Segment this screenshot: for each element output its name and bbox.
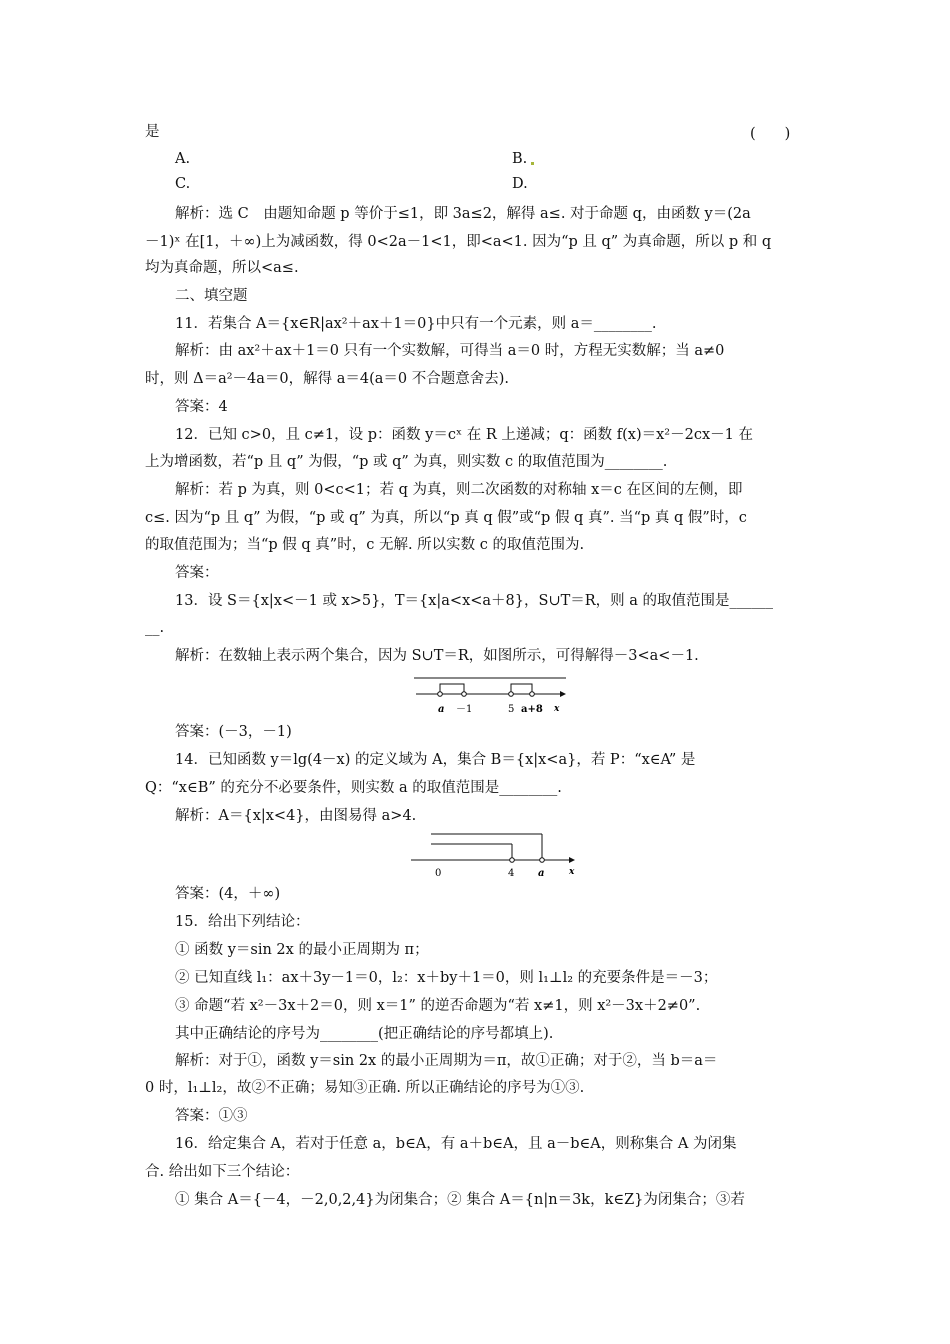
q10-solution-line-2: －1)ˣ 在[1，＋∞)上为减函数，得 0<2a－1<1，即<a<1. 因为“p 且 q” 为真命题，所以 p 和 q xyxy=(145,234,772,250)
q11-answer: 答案：4 xyxy=(175,399,228,415)
q14-label-a: a xyxy=(538,868,545,879)
q13-label-5: 5 xyxy=(508,704,515,715)
q14-label-x: x xyxy=(569,867,575,877)
q14-solution-line-1: 解析：A＝{x|x<4}，由图易得 a>4. xyxy=(175,808,417,824)
q13-label-minus-1: －1 xyxy=(456,704,473,715)
q13-axis-arrow-icon xyxy=(560,691,566,697)
q14-stem-line-2: Q：“x∈B” 的充分不必要条件，则实数 a 的取值范围是________. xyxy=(145,780,562,796)
q13-label-a: a xyxy=(438,704,445,715)
q10-answer-parentheses: ( ) xyxy=(750,126,791,142)
q12-answer: 答案： xyxy=(175,565,219,581)
q14-number-line-svg xyxy=(407,830,582,880)
q14-point-a xyxy=(540,858,545,863)
q15-item-2: ② 已知直线 l₁：ax＋3y－1＝0，l₂：x＋by＋1＝0，则 l₁⊥l₂ 的充要条件是＝－3； xyxy=(175,970,718,986)
q13-stem-line-2: __. xyxy=(145,620,165,636)
q14-label-0: 0 xyxy=(435,868,442,879)
q13-solution-line-1: 解析：在数轴上表示两个集合，因为 S∪T＝R，如图所示，可得解得－3<a<－1. xyxy=(175,648,699,664)
q15-solution-line-2: 0 时，l₁⊥l₂，故②不正确；易知③正确. 所以正确结论的序号为①③. xyxy=(145,1080,585,1096)
q11-solution-line-2: 时，则 Δ＝a²－4a＝0，解得 a＝4(a＝0 不合题意舍去). xyxy=(145,371,510,387)
q14-axis-arrow-icon xyxy=(569,857,575,863)
q11-solution-line-1: 解析：由 ax²＋ax＋1＝0 只有一个实数解，可得当 a＝0 时，方程无实数解；当 a≠0 xyxy=(175,343,725,359)
q14-number-line-figure xyxy=(407,830,582,884)
q13-answer: 答案：(－3，－1) xyxy=(175,724,292,740)
q10-stem-end: 是 xyxy=(145,124,160,140)
q14-stem-line-1: 14．已知函数 y＝lg(4－x) 的定义域为 A，集合 B＝{x|x<a}，若 P：“x∈A” 是 xyxy=(175,752,696,768)
q12-solution-line-3: 的取值范围为；当“p 假 q 真”时，c 无解. 所以实数 c 的取值范围为. xyxy=(145,537,585,553)
q12-solution-line-1: 解析：若 p 为真，则 0<c<1；若 q 为真，则二次函数的对称轴 x＝c 在区间的左侧，即 xyxy=(175,482,743,498)
q10-option-d: D. xyxy=(512,176,528,192)
green-speck-icon xyxy=(531,162,534,165)
section-title: 二、填空题 xyxy=(175,288,248,304)
q13-number-line-svg xyxy=(410,672,570,718)
q13-point-5 xyxy=(509,692,514,697)
q12-stem-line-1: 12．已知 c>0，且 c≠1，设 p：函数 y＝cˣ 在 R 上递减；q：函数 f(x)＝x²－2cx－1 在 xyxy=(175,427,753,443)
q10-solution-line-3: 均为真命题，所以<a≤. xyxy=(145,260,299,276)
q13-label-x: x xyxy=(554,704,560,714)
q13-point-a xyxy=(438,692,443,697)
q16-stem-line-2: 合. 给出如下三个结论： xyxy=(145,1164,300,1180)
q13-bracket-s-left xyxy=(440,684,464,694)
q10-solution-line-1: 解析：选 C 由题知命题 p 等价于≤1，即 3a≤2，解得 a≤. 对于命题 q，由函数 y＝(2a xyxy=(175,206,751,222)
q13-point-minus-1 xyxy=(462,692,467,697)
q14-answer: 答案：(4，＋∞) xyxy=(175,886,281,902)
q15-stem: 15．给出下列结论： xyxy=(175,914,310,930)
q13-point-a-plus-8 xyxy=(530,692,535,697)
q12-stem-line-2: 上为增函数，若“p 且 q” 为假，“p 或 q” 为真，则实数 c 的取值范围为________. xyxy=(145,454,668,470)
q12-solution-line-2: c≤. 因为“p 且 q” 为假，“p 或 q” 为真，所以“p 真 q 假”或“p 假 q 真”. 当“p 真 q 假”时，c xyxy=(145,510,747,526)
q13-number-line-figure xyxy=(410,672,570,722)
q10-option-c: C. xyxy=(175,176,191,192)
q15-item-3: ③ 命题“若 x²－3x＋2＝0，则 x＝1” 的逆否命题为“若 x≠1，则 x²－3x＋2≠0”. xyxy=(175,998,701,1014)
q14-label-4: 4 xyxy=(508,868,515,879)
q13-stem-line-1: 13．设 S＝{x|x<－1 或 x>5}，T＝{x|a<x<a＋8}，S∪T＝R，则 a 的取值范围是______ xyxy=(175,593,774,609)
q15-answer: 答案：①③ xyxy=(175,1108,248,1124)
q15-item-1: ① 函数 y＝sin 2x 的最小正周期为 π； xyxy=(175,942,429,958)
q11-stem: 11．若集合 A＝{x∈R|ax²＋ax＋1＝0}中只有一个元素，则 a＝________. xyxy=(175,316,657,332)
q16-stem-line-1: 16．给定集合 A，若对于任意 a，b∈A，有 a＋b∈A，且 a－b∈A，则称集合 A 为闭集 xyxy=(175,1136,737,1152)
q10-option-b: B. xyxy=(512,151,534,167)
q15-prompt: 其中正确结论的序号为________(把正确结论的序号都填上). xyxy=(175,1026,554,1042)
q13-label-a-plus-8: a+8 xyxy=(521,704,543,715)
q16-stem-line-3: ① 集合 A＝{－4，－2,0,2,4}为闭集合；② 集合 A＝{n|n＝3k，k∈Z}为闭集合；③若 xyxy=(175,1192,745,1208)
q14-point-4 xyxy=(510,858,515,863)
q15-solution-line-1: 解析：对于①，函数 y＝sin 2x 的最小正周期为＝π，故①正确；对于②，当 b＝a＝ xyxy=(175,1053,718,1069)
q10-option-a: A. xyxy=(175,151,191,167)
q13-bracket-s-right xyxy=(511,684,532,694)
